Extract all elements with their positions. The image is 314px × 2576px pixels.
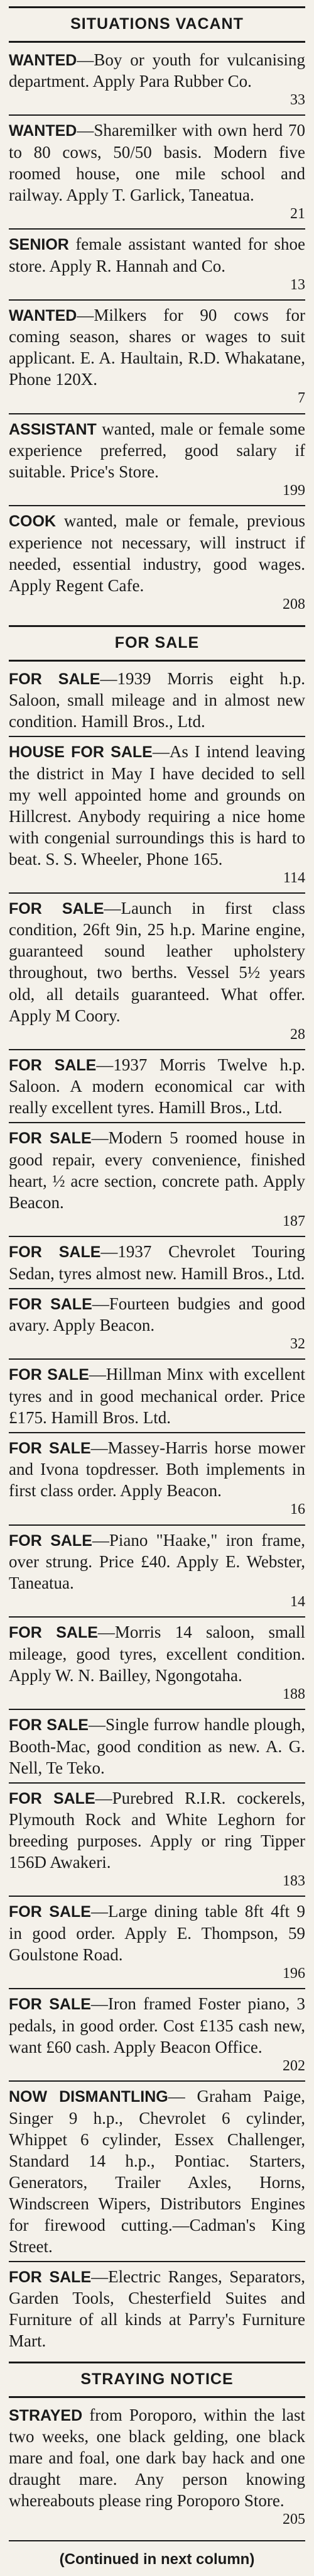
- ad-text: —1937 Morris Twelve h.p. Saloon. A modern economical car with really excellent tyres. Hamill Bros., Ltd.: [9, 1055, 305, 1118]
- classified-ad: [9, 737, 305, 894]
- section-heading: STRAYING NOTICE: [80, 2370, 234, 2389]
- classified-ad: [9, 2262, 305, 2356]
- ad-text: —1937 Chevrolet Touring Sedan, tyres almost new. Hamill Bros., Ltd.: [9, 1242, 305, 1283]
- ad-ref: 202: [283, 2057, 305, 2074]
- ad-lead: FOR SALE: [9, 1130, 92, 1148]
- ad-text: female assistant wanted for shoe store. Apply R. Hannah and Co.: [9, 235, 305, 275]
- ad-ref: 208: [283, 596, 305, 613]
- ad-text: —Sharemilker with own herd 70 to 80 cows, 50/50 basis. Modern five roomed house, one mile school and railway. Apply T. Garlick, Taneatua.: [9, 121, 305, 204]
- ad-text: —Iron framed Foster piano, 3 pedals, in good order. Cost £135 cash new, want £60 cash. Apply Beacon Office.: [9, 1994, 305, 2057]
- classified-ad: [9, 1710, 305, 1784]
- ad-text: —Launch in first class condition, 26ft 9in, 25 h.p. Marine engine, guaranteed sound leather upholstery throughout, two berths. Vessel 5½ years old, all details guaranteed. What offer. Apply M Coory.: [9, 898, 305, 1025]
- section-rule: [9, 660, 305, 662]
- ad-text: —1939 Morris eight h.p. Saloon, small mileage and in almost new condition. Hamill Bros., Ltd.: [9, 669, 305, 731]
- ad-ref: 187: [283, 1213, 305, 1230]
- ad-lead: NOW DISMANTLING: [9, 2088, 168, 2106]
- ad-lead: FOR SALE: [9, 1056, 97, 1074]
- ad-ref: 7: [298, 390, 305, 407]
- classified-ad: [9, 664, 305, 738]
- footer-rule: [9, 2540, 305, 2541]
- section-rule: [9, 41, 305, 43]
- ad-lead: FOR SALE: [9, 1996, 91, 2014]
- classified-ad: [9, 1897, 305, 1989]
- classified-ad: [9, 414, 305, 507]
- ad-ref: 183: [283, 1873, 305, 1890]
- ad-lead: FOR SALE: [9, 1439, 91, 1457]
- classified-ad: [9, 1289, 305, 1360]
- ad-text: —Single furrow handle plough, Booth-Mac, good condition as new. A. G. Nell, Te Teko.: [9, 1715, 305, 1777]
- ad-ref: 33: [290, 92, 305, 109]
- ad-text: —As I intend leaving the district in May I have decided to sell my well appointed home and grounds on Hillcrest. Anybody requiring a nice home with congenial surroundings this is hard to beat. S. S. Wheeler, Phone 165.: [9, 742, 305, 869]
- section-straying-notice: [9, 2362, 305, 2534]
- ad-ref: 16: [290, 1501, 305, 1518]
- ad-lead: FOR SALE: [9, 1716, 89, 1735]
- section-heading: SITUATIONS VACANT: [70, 15, 244, 33]
- continued-note: (Continued in next column): [59, 2551, 255, 2568]
- ad-text: —Milkers for 90 cows for coming season, shares or wages to suit applicant. E. A. Haultain, R.D. Whakatane, Phone 120X.: [9, 305, 305, 389]
- ad-lead: FOR SALE: [9, 899, 104, 918]
- classified-ad: [9, 1433, 305, 1526]
- classified-ad: [9, 230, 305, 301]
- ad-lead: ASSISTANT: [9, 420, 97, 438]
- section-rule: [9, 2362, 305, 2363]
- classified-ad: [9, 1784, 305, 1897]
- classified-ad: [9, 301, 305, 414]
- ad-text: —Purebred R.I.R. cockerels, Plymouth Rock and White Leghorn for breeding purposes. Apply or ring Tipper 156D Awakeri.: [9, 1788, 305, 1872]
- section-rule: [9, 6, 305, 8]
- section-for-sale: [9, 625, 305, 2355]
- ad-text: —Morris 14 saloon, small mileage, good tyres, excellent condition. Apply W. N. Bailley, Ngongotaha.: [9, 1623, 305, 1685]
- classified-ad: [9, 1526, 305, 1618]
- ad-lead: FOR SALE: [9, 1366, 89, 1384]
- ad-lead: WANTED: [9, 51, 77, 69]
- classified-ad: [9, 1618, 305, 1710]
- ad-text: wanted, male or female some experience preferred, good salary if suitable. Price's Store.: [9, 419, 306, 482]
- ad-ref: 28: [290, 1026, 305, 1043]
- ad-lead: FOR SALE: [9, 2268, 92, 2286]
- ad-ref: 21: [290, 205, 305, 222]
- ad-text: —Electric Ranges, Separators, Garden Tools, Chesterfield Suites and Furniture of all kinds at Parry's Furniture Mart.: [9, 2267, 305, 2351]
- ad-text: — Graham Paige, Singer 9 h.p., Chevrolet 6 cylinder, Whippet 6 cylinder, Essex Challenger, Standard 14 h.p., Pontiac. Starters, Generators, Trailer Axles, Horns, Windscreen Wipers, Distributors Engines for firewood cutting.—Cadman's King Street.: [9, 2087, 306, 2256]
- classified-ad: [9, 1360, 305, 1433]
- classified-ad: [9, 2082, 305, 2262]
- ad-lead: FOR SALE: [9, 1531, 92, 1550]
- section-rule: [9, 625, 305, 627]
- ad-lead: WANTED: [9, 122, 77, 140]
- ad-text: —Massey-Harris horse mower and Ivona topdresser. Both implements in first class order. Apply Beacon.: [9, 1438, 305, 1501]
- ad-ref: 188: [283, 1685, 305, 1702]
- ad-ref: 14: [290, 1594, 305, 1611]
- ad-ref: 199: [283, 482, 305, 499]
- ad-lead: WANTED: [9, 306, 77, 325]
- ad-lead: FOR SALE: [9, 1243, 101, 1262]
- classified-ad: [9, 506, 305, 619]
- section-rule: [9, 2396, 305, 2398]
- ad-ref: 205: [283, 2511, 305, 2528]
- ad-lead: SENIOR: [9, 236, 69, 254]
- ad-ref: 114: [283, 869, 305, 886]
- classified-ad: [9, 1050, 305, 1124]
- classified-ad: [9, 1237, 305, 1289]
- ad-lead: COOK: [9, 513, 56, 531]
- ad-lead: FOR SALE: [9, 1789, 95, 1807]
- ad-ref: 32: [290, 1336, 305, 1353]
- classified-ad: [9, 1989, 305, 2082]
- classified-ad: [9, 1123, 305, 1237]
- ad-lead: FOR SALE: [9, 1903, 91, 1921]
- ad-lead: STRAYED: [9, 2406, 83, 2424]
- ad-text: —Hillman Minx with excellent tyres and in good mechanical order. Price £175. Hamill Bros. Ltd.: [9, 1365, 305, 1427]
- ad-text: —Fourteen budgies and good avary. Apply Beacon.: [9, 1294, 305, 1335]
- ad-ref: 13: [290, 276, 305, 293]
- ad-lead: FOR SALE: [9, 1624, 98, 1642]
- classified-ad: [9, 116, 305, 230]
- ad-text: from Poroporo, within the last two weeks, one black gelding, one black mare and foal, one dark bay hack and one draught mare. Any person knowing whereabouts please ring Poroporo Store.: [9, 2405, 305, 2511]
- ad-text: —Large dining table 8ft 4ft 9 in good order. Apply E. Thompson, 59 Goulstone Road.: [9, 1902, 305, 1964]
- ad-lead: HOUSE FOR SALE: [9, 743, 153, 762]
- ad-text: —Boy or youth for vulcanising department. Apply Para Rubber Co.: [9, 50, 305, 91]
- classified-ad: [9, 894, 305, 1050]
- ad-text: —Piano "Haake," iron frame, over strung. Price £40. Apply E. Webster, Taneatua.: [9, 1530, 305, 1593]
- classified-ad: [9, 2401, 305, 2534]
- classified-ad: [9, 45, 305, 116]
- ad-lead: FOR SALE: [9, 1295, 92, 1313]
- section-heading: FOR SALE: [114, 634, 200, 652]
- section-situations-vacant: [9, 6, 305, 619]
- ad-text: —Modern 5 roomed house in good repair, every convenience, finished heart, ½ acre section, concrete path. Apply Beacon.: [9, 1128, 305, 1212]
- ad-ref: 196: [283, 1965, 305, 1982]
- ad-lead: FOR SALE: [9, 670, 100, 688]
- ad-text: wanted, male or female, previous experience not necessary, will instruct if needed, essential industry, good wages. Apply Regent Cafe.: [9, 511, 305, 595]
